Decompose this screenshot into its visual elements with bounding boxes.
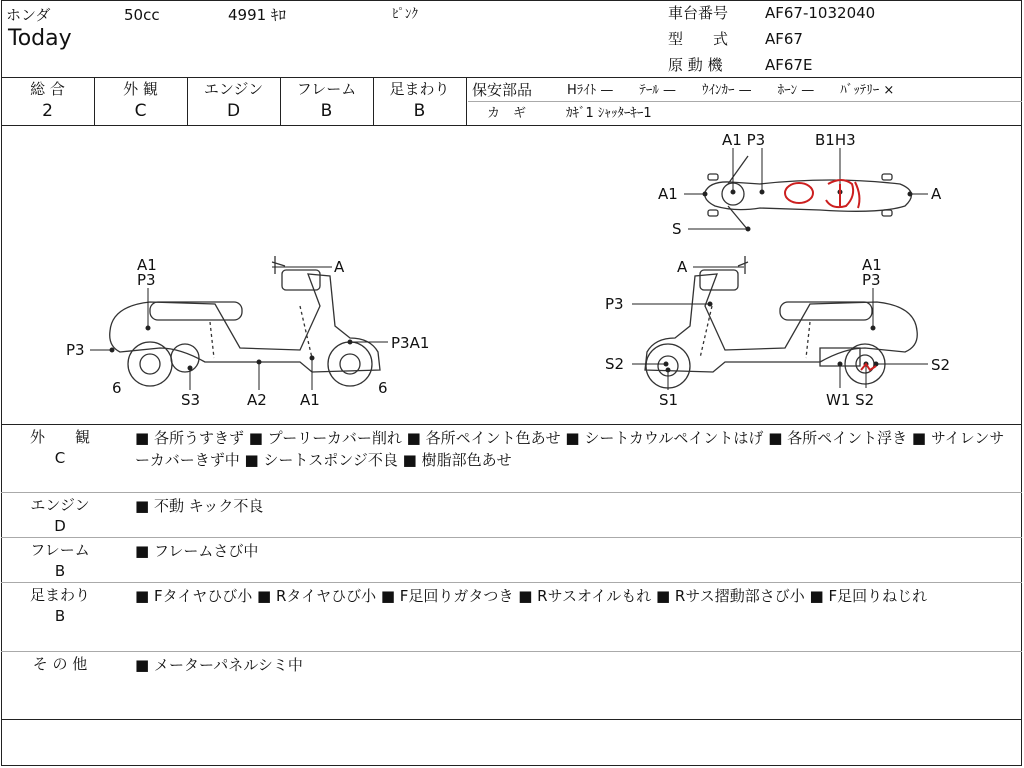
left-label-6-front: 6 — [378, 379, 388, 397]
section-exterior-grade: C — [54, 449, 66, 467]
section-frame-grade: B — [54, 562, 66, 580]
divider — [468, 101, 1022, 102]
divider — [1, 582, 1022, 583]
left-label-p3: P3 — [137, 271, 156, 289]
left-label-p3a1: P3A1 — [391, 334, 430, 352]
divider — [1, 424, 1022, 425]
type-value: AF67 — [765, 30, 803, 48]
safety-parts-list: Hﾗｲﾄ — ﾃｰﾙ — ｳｲﾝｶｰ — ﾎｰﾝ — ﾊﾞｯﾃﾘｰ × — [567, 83, 895, 98]
left-label-a1: A1 — [137, 256, 157, 274]
grade-exterior-label: 外 観 — [123, 80, 158, 98]
left-label-s3: S3 — [181, 391, 201, 409]
top-label-a1: A1 — [658, 185, 678, 203]
section-engine-label: エンジン — [30, 496, 90, 514]
section-suspension-label: 足まわり — [29, 586, 90, 604]
key-label: カ ギ — [487, 106, 527, 121]
section-suspension-text: ■ Fタイヤひび小 ■ Rタイヤひび小 ■ F足回りガタつき ■ Rサスオイルもれ ■ Rサス摺動部さび小 ■ F足回りねじれ — [135, 587, 928, 605]
frame-no-label: 車台番号 — [668, 4, 729, 22]
displacement: 50cc — [124, 6, 160, 24]
left-label-6-rear: 6 — [112, 379, 122, 397]
top-label-s: S — [672, 220, 682, 238]
divider — [1, 492, 1022, 493]
mileage: 4991 ｷﾛ — [228, 6, 286, 24]
right-label-a: A — [677, 258, 688, 276]
divider — [1, 77, 1022, 78]
right-label-s2-rear: S2 — [931, 356, 951, 374]
color: ﾋﾟﾝｸ — [392, 7, 418, 22]
grade-overall-value: 2 — [42, 101, 53, 121]
grade-engine-value: D — [226, 101, 241, 121]
top-view-scooter — [705, 156, 912, 230]
section-other-text: ■ メーターパネルシミ中 — [135, 656, 303, 674]
divider — [1, 719, 1022, 720]
right-label-w1s2: W1 S2 — [826, 391, 875, 409]
section-suspension-grade: B — [54, 607, 66, 625]
right-label-s1: S1 — [659, 391, 679, 409]
safety-parts-label: 保安部品 — [472, 81, 533, 99]
top-label-a: A — [931, 185, 942, 203]
top-label-a1p3: A1 P3 — [722, 131, 766, 149]
right-label-p3: P3 — [862, 271, 881, 289]
right-label-a1: A1 — [862, 256, 882, 274]
divider — [1, 537, 1022, 538]
left-label-a: A — [334, 258, 345, 276]
engine-label: 原 動 機 — [668, 56, 723, 74]
grade-exterior-value: C — [134, 101, 147, 121]
section-frame-text: ■ フレームさび中 — [135, 542, 259, 560]
divider — [1, 651, 1022, 652]
right-label-p3-front: P3 — [605, 295, 624, 313]
key-value: ｶｷﾞ1 ｼｬｯﾀｰｷｰ1 — [566, 106, 652, 121]
right-label-s2-front: S2 — [605, 355, 625, 373]
left-label-a2: A2 — [247, 391, 267, 409]
grade-suspension-label: 足まわり — [389, 80, 450, 98]
frame-no: AF67-1032040 — [765, 4, 876, 22]
divider — [466, 77, 467, 125]
grade-engine-label: エンジン — [203, 80, 264, 98]
left-label-a1-bottom: A1 — [300, 391, 320, 409]
type-label: 型 式 — [668, 30, 729, 48]
top-label-b1h3: B1H3 — [815, 131, 856, 149]
section-engine-text: ■ 不動 キック不良 — [135, 497, 264, 515]
engine-value: AF67E — [765, 56, 813, 74]
maker: ホンダ — [6, 6, 51, 24]
section-exterior-text: ■ 各所うすきず ■ プーリーカバー削れ ■ 各所ペイント色あせ ■ シートカウルペイントはげ ■ 各所ペイント浮き ■ サイレンサーカバーきず中 ■ シートスポンジ不良 ■ 樹脂部色あせ — [135, 429, 1005, 469]
section-other-label: そ の 他 — [32, 655, 88, 673]
section-exterior-label: 外 観 — [29, 428, 90, 446]
section-engine-grade: D — [54, 517, 66, 535]
grade-frame-label: フレーム — [296, 80, 357, 98]
left-label-p3-rear: P3 — [66, 341, 85, 359]
section-frame-label: フレーム — [30, 541, 90, 559]
grade-overall-label: 総 合 — [30, 80, 65, 98]
grade-frame-value: B — [320, 101, 333, 121]
model-name: Today — [8, 26, 72, 51]
grade-suspension-value: B — [413, 101, 426, 121]
